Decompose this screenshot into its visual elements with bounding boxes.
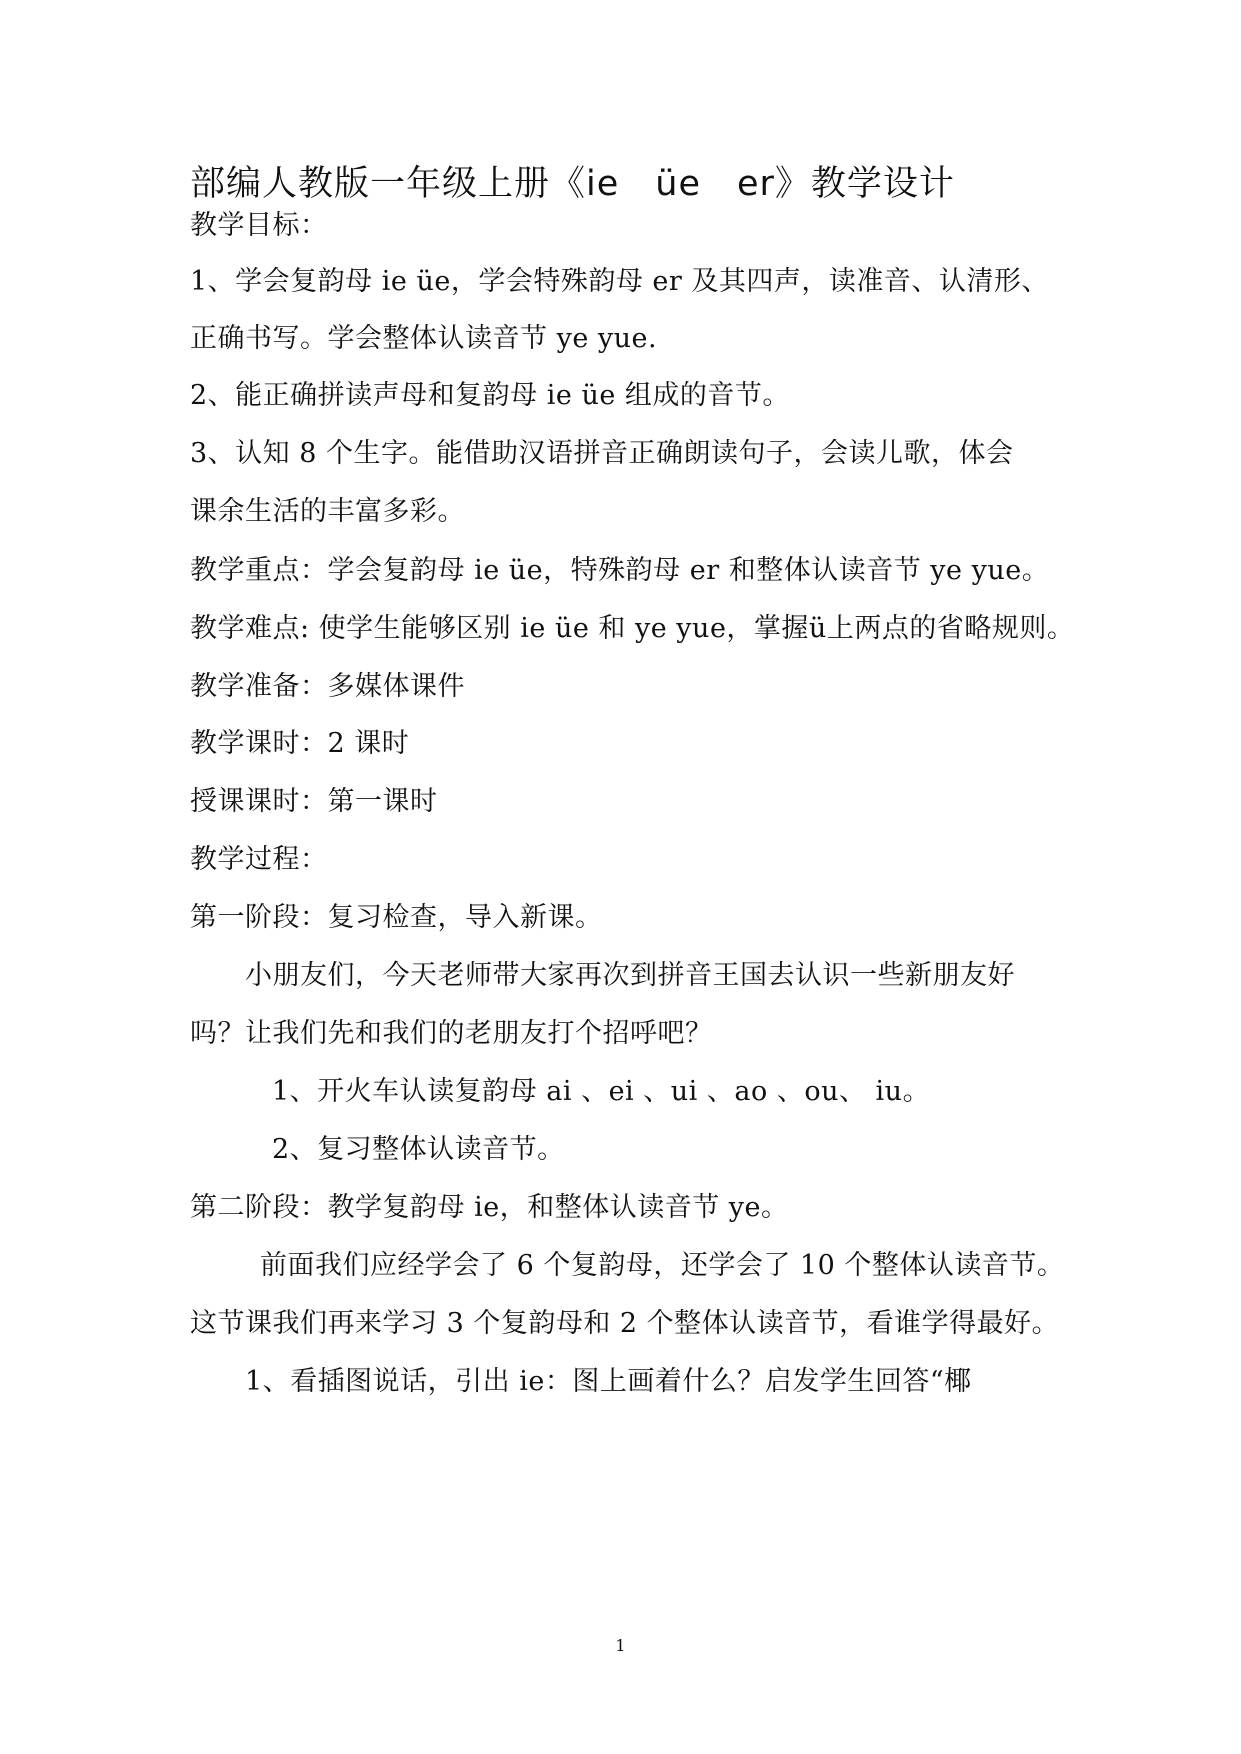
page-number: 1 xyxy=(615,1636,626,1655)
teaching-hours: 教学课时：2 课时 xyxy=(190,728,410,759)
stage-1-paragraph-line-1: 小朋友们，今天老师带大家再次到拼音王国去认识一些新朋友好 xyxy=(245,960,1015,991)
stage-2-step-1: 1、看插图说话，引出 ie：图上画着什么？启发学生回答“椰 xyxy=(245,1366,972,1397)
lesson-session: 授课课时：第一课时 xyxy=(190,786,438,817)
stage-2-heading: 第二阶段：教学复韵母 ie，和整体认读音节 ye。 xyxy=(190,1192,789,1223)
difficult-points: 教学难点: 使学生能够区别 ie üe 和 ye yue，掌握ü上两点的省略规则。 xyxy=(190,613,1075,644)
teaching-preparation: 教学准备：多媒体课件 xyxy=(190,671,465,702)
stage-1-step-1: 1、开火车认读复韵母 ai 、ei 、ui 、ao 、ou、 iu。 xyxy=(272,1076,931,1107)
key-points: 教学重点：学会复韵母 ie üe，特殊韵母 er 和整体认读音节 ye yue。 xyxy=(190,555,1050,586)
goal-1-line-1: 1、学会复韵母 ie üe，学会特殊韵母 er 及其四声，读准音、认清形、 xyxy=(190,266,1049,297)
goal-3-line-2: 课余生活的丰富多彩。 xyxy=(190,496,465,527)
stage-1-heading: 第一阶段：复习检查，导入新课。 xyxy=(190,902,603,933)
section-heading-goals: 教学目标： xyxy=(190,210,328,241)
stage-1-step-2: 2、复习整体认读音节。 xyxy=(272,1134,565,1165)
goal-1-line-2: 正确书写。学会整体认读音节 ye yue. xyxy=(190,323,658,354)
goal-3-line-1: 3、认知 8 个生字。能借助汉语拼音正确朗读句子，会读儿歌，体会 xyxy=(190,438,1014,469)
section-heading-process: 教学过程： xyxy=(190,844,328,875)
goal-2: 2、能正确拼读声母和复韵母 ie üe 组成的音节。 xyxy=(190,380,790,411)
stage-2-paragraph-line-2: 这节课我们再来学习 3 个复韵母和 2 个整体认读音节，看谁学得最好。 xyxy=(190,1308,1060,1339)
stage-2-paragraph-line-1: 前面我们应经学会了 6 个复韵母，还学会了 10 个整体认读音节。 xyxy=(260,1250,1065,1281)
stage-1-paragraph-line-2: 吗？让我们先和我们的老朋友打个招呼吧？ xyxy=(190,1018,713,1049)
document-title: 部编人教版一年级上册《ie üe er》教学设计 xyxy=(190,164,955,204)
